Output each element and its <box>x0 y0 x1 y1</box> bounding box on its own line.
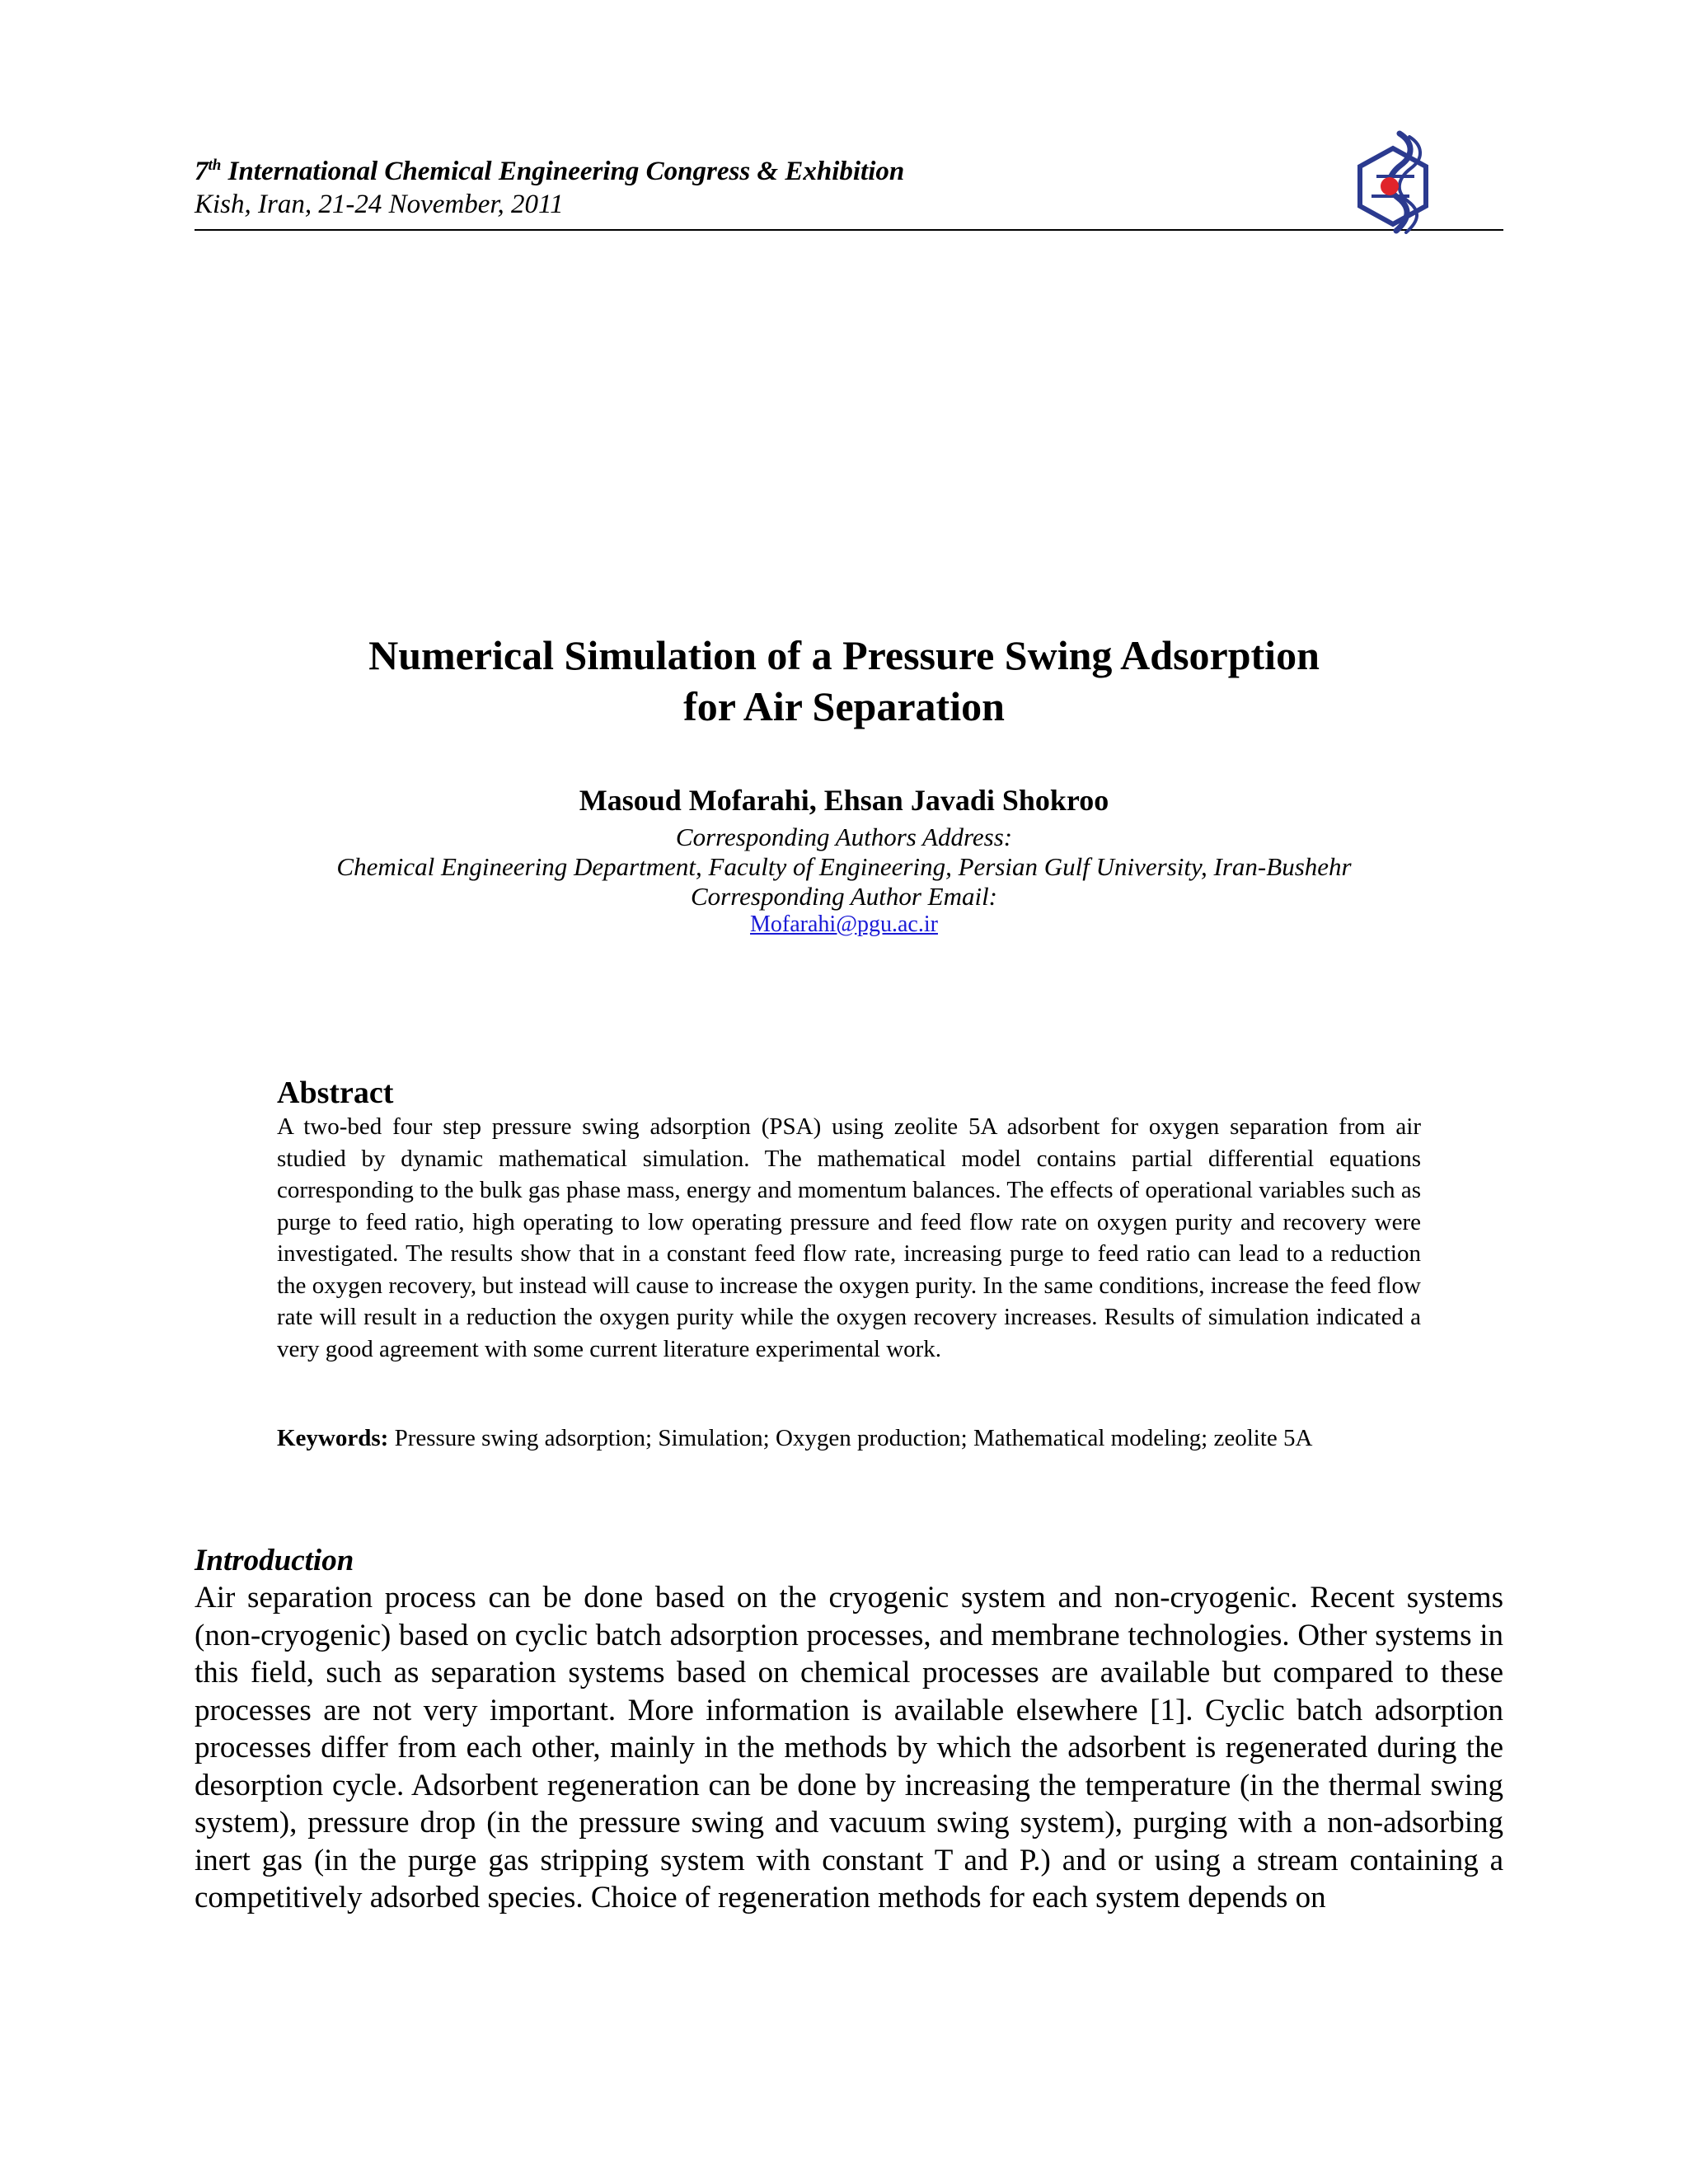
conference-location-date: Kish, Iran, 21-24 November, 2011 <box>195 190 564 219</box>
congress-logo-icon <box>1352 130 1434 234</box>
conference-header <box>195 157 1503 231</box>
author-address: Chemical Engineering Department, Faculty of Engineering, Persian Gulf University, Iran-Bushehr <box>336 852 1352 881</box>
congress-title: International Chemical Engineering Congress & Exhibition <box>221 157 905 186</box>
congress-ordinal-suffix: th <box>208 157 222 174</box>
author-email-link[interactable]: Mofarahi@pgu.ac.ir <box>750 912 938 937</box>
paper-title-line-2: for Air Separation <box>683 683 1005 729</box>
email-label: Corresponding Author Email: <box>690 882 997 911</box>
author-email <box>0 912 1688 938</box>
introduction-text: Air separation process can be done based on the cryogenic system and non-cryogenic. Recent systems (non-cryogenic) based on cyclic batch adsorption processes, and membrane technologies. Other systems in this field, such as separation systems based on chemical processes are available but compared to these processes are not very important. More information is available elsewhere [1]. Cyclic batch adsorption processes differ from each other, mainly in the methods by which the adsorbent is regenerated during the desorption cycle. Adsorbent regeneration can be done by increasing the temperature (in the thermal swing system), pressure drop (in the pressure swing and vacuum swing system), purging with a non-adsorbing inert gas (in the purge gas stripping system with constant T and P.) and or using a stream containing a competitively adsorbed species. Choice of regeneration methods for each system depends on <box>195 1581 1503 1915</box>
paper-authors: Masoud Mofarahi, Ehsan Javadi Shokroo <box>579 784 1109 817</box>
abstract-text: A two-bed four step pressure swing adsorption (PSA) using zeolite 5A adsorbent for oxygen separation from air studied by dynamic mathematical simulation. The mathematical model contains partial differential equations corresponding to the bulk gas phase mass, energy and momentum balances. The effects of operational variables such as purge to feed ratio, high operating to low operating pressure and feed flow rate on oxygen purity and recovery were investigated. The results show that in a constant feed flow rate, increasing purge to feed ratio can lead to a reduction the oxygen recovery, but instead will cause to increase the oxygen purity. In the same conditions, increase the feed flow rate will result in a reduction the oxygen purity while the oxygen recovery increases. Results of simulation indicated a very good agreement with some current literature experimental work. <box>277 1113 1421 1362</box>
paper-title-line-1: Numerical Simulation of a Pressure Swing Adsorption <box>368 632 1320 678</box>
keywords-label: Keywords: <box>277 1425 389 1451</box>
introduction-heading: Introduction <box>195 1544 354 1577</box>
conference-name <box>195 157 904 187</box>
keywords-paragraph <box>277 1422 1421 1455</box>
keywords-list: Pressure swing adsorption; Simulation; Oxygen production; Mathematical modeling; zeolite 5A <box>388 1425 1313 1451</box>
congress-ordinal-number: 7 <box>195 157 209 186</box>
abstract-heading: Abstract <box>277 1076 394 1110</box>
address-label: Corresponding Authors Address: <box>675 823 1013 851</box>
paper-title <box>0 630 1688 732</box>
